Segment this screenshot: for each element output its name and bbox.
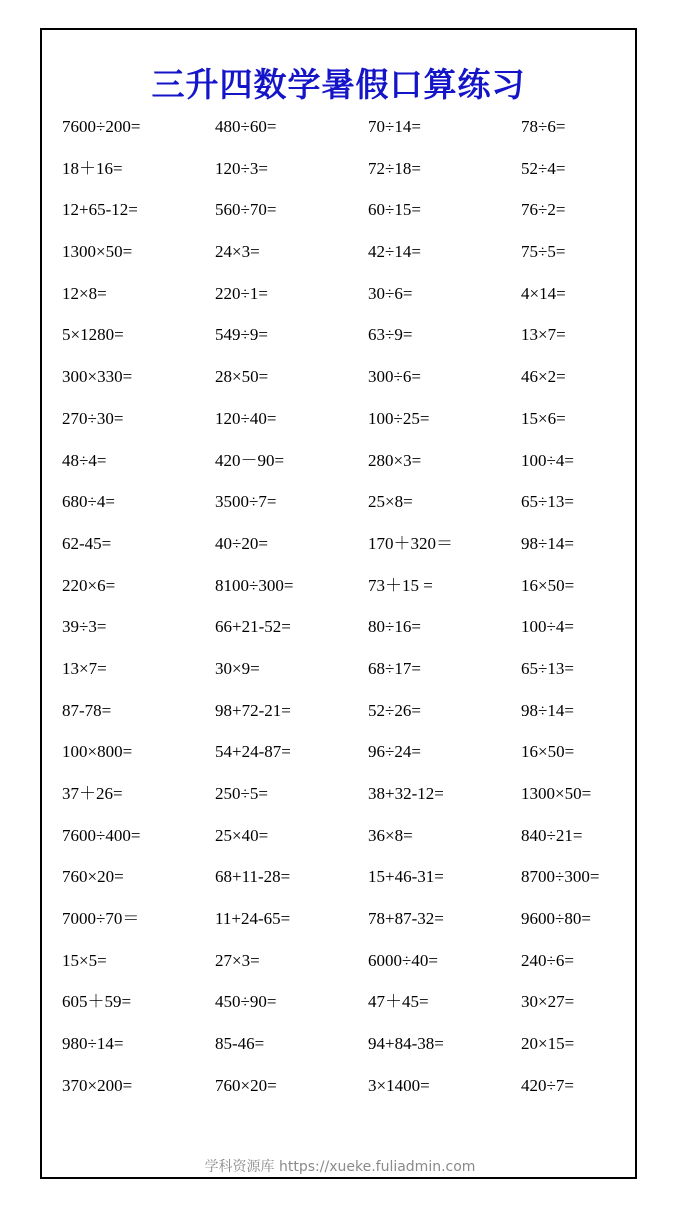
problem-row bbox=[62, 157, 637, 199]
problem-row bbox=[62, 198, 637, 240]
problem-row bbox=[62, 449, 637, 491]
problem-item: 4×14= bbox=[521, 283, 566, 303]
problem-item: 760×20= bbox=[62, 867, 124, 887]
problem-row bbox=[62, 824, 637, 866]
problem-item: 94+84-38= bbox=[368, 1034, 444, 1054]
problem-item: 52÷26= bbox=[368, 700, 421, 720]
problem-row bbox=[62, 782, 637, 824]
problem-item: 12×8= bbox=[62, 283, 107, 303]
problem-item: 8700÷300= bbox=[521, 867, 600, 887]
problem-item: 80÷16= bbox=[368, 617, 421, 637]
problem-row bbox=[62, 949, 637, 991]
problem-item: 76÷2= bbox=[521, 200, 566, 220]
problem-item: 25×8= bbox=[368, 492, 413, 512]
problem-item: 65÷13= bbox=[521, 658, 574, 678]
problem-item: 48÷4= bbox=[62, 450, 107, 470]
problem-item: 280×3= bbox=[368, 450, 422, 470]
problem-item: 6000÷40= bbox=[368, 950, 438, 970]
problem-row bbox=[62, 282, 637, 324]
problem-item: 38+32-12= bbox=[368, 784, 444, 803]
problem-item: 100÷25= bbox=[368, 408, 430, 428]
problem-item: 85-46= bbox=[215, 1034, 265, 1054]
problem-row bbox=[62, 1074, 637, 1116]
problem-item: 65÷13= bbox=[521, 492, 574, 512]
problem-item: 63÷9= bbox=[368, 325, 413, 345]
problem-item: 220×6= bbox=[62, 575, 116, 595]
problem-item: 30×27= bbox=[521, 992, 575, 1012]
problem-item: 8100÷300= bbox=[215, 575, 294, 595]
problem-row bbox=[62, 574, 637, 616]
footer-watermark: 学科资源库 https://xueke.fuliadmin.com bbox=[204, 1159, 476, 1175]
problem-item: 11+24-65= bbox=[215, 909, 291, 929]
problem-item: 30÷6= bbox=[368, 283, 413, 303]
problem-item: 170＋320＝ bbox=[368, 533, 453, 553]
problem-item: 68+11-28= bbox=[215, 867, 291, 887]
problem-row bbox=[62, 907, 637, 949]
problem-item: 120÷3= bbox=[215, 158, 268, 178]
problem-row bbox=[62, 407, 637, 449]
problem-item: 16×50= bbox=[521, 742, 575, 762]
problem-item: 52÷4= bbox=[521, 158, 566, 178]
problem-item: 120÷40= bbox=[215, 408, 277, 428]
problem-item: 1300×50= bbox=[521, 784, 592, 803]
problem-item: 98+72-21= bbox=[215, 700, 291, 720]
problem-item: 7000÷70＝ bbox=[62, 909, 140, 929]
problem-item: 3500÷7= bbox=[215, 492, 277, 512]
problem-row bbox=[62, 699, 637, 741]
problem-item: 240÷6= bbox=[521, 950, 574, 970]
problem-item: 24×3= bbox=[215, 242, 260, 262]
problem-row bbox=[62, 365, 637, 407]
problem-item: 450÷90= bbox=[215, 992, 277, 1012]
problem-row bbox=[62, 1032, 637, 1074]
problem-item: 20×15= bbox=[521, 1034, 575, 1054]
problem-item: 13×7= bbox=[521, 325, 566, 345]
problem-item: 60÷15= bbox=[368, 200, 421, 220]
problem-item: 100×800= bbox=[62, 742, 133, 762]
problem-item: 46×2= bbox=[521, 367, 566, 387]
problem-item: 980÷14= bbox=[62, 1034, 124, 1054]
problem-item: 54+24-87= bbox=[215, 742, 291, 762]
problem-row bbox=[62, 240, 637, 282]
problem-item: 62-45= bbox=[62, 533, 112, 553]
problem-item: 9600÷80= bbox=[521, 909, 591, 929]
problem-row bbox=[62, 323, 637, 365]
problem-item: 47＋45= bbox=[368, 992, 429, 1012]
problem-item: 100÷4= bbox=[521, 450, 574, 470]
problem-item: 78+87-32= bbox=[368, 909, 444, 929]
problem-item: 25×40= bbox=[215, 825, 269, 845]
problem-item: 420－90= bbox=[215, 450, 285, 470]
problem-item: 7600÷400= bbox=[62, 825, 141, 845]
problem-item: 27×3= bbox=[215, 950, 260, 970]
problem-item: 760×20= bbox=[215, 1075, 277, 1095]
problem-item: 250÷5= bbox=[215, 784, 268, 803]
problem-row bbox=[62, 615, 637, 657]
problem-item: 420÷7= bbox=[521, 1075, 574, 1095]
problem-item: 15+46-31= bbox=[368, 867, 444, 887]
problem-item: 15×6= bbox=[521, 408, 566, 428]
problem-item: 15×5= bbox=[62, 950, 107, 970]
problem-item: 96÷24= bbox=[368, 742, 421, 762]
problem-item: 560÷70= bbox=[215, 200, 277, 220]
problem-item: 300×330= bbox=[62, 367, 133, 387]
problem-item: 16×50= bbox=[521, 575, 575, 595]
problem-item: 300÷6= bbox=[368, 367, 421, 387]
problem-item: 270÷30= bbox=[62, 408, 124, 428]
problem-item: 40÷20= bbox=[215, 533, 268, 553]
problem-item: 5×1280= bbox=[62, 325, 124, 345]
problem-item: 73＋15 = bbox=[368, 575, 433, 595]
problem-row bbox=[62, 865, 637, 907]
problem-item: 28×50= bbox=[215, 367, 269, 387]
problem-item: 7600÷200= bbox=[62, 117, 141, 136]
problem-item: 39÷3= bbox=[62, 617, 107, 637]
problem-row bbox=[62, 657, 637, 699]
problem-row bbox=[62, 115, 637, 157]
problem-item: 1300×50= bbox=[62, 242, 133, 262]
problem-item: 605＋59= bbox=[62, 992, 132, 1012]
problem-grid bbox=[62, 115, 637, 1116]
worksheet-title: 三升四数学暑假口算练习 bbox=[151, 65, 526, 104]
problem-item: 18＋16= bbox=[62, 158, 123, 178]
problem-item: 549÷9= bbox=[215, 325, 268, 345]
problem-row bbox=[62, 740, 637, 782]
problem-item: 75÷5= bbox=[521, 242, 566, 262]
problem-item: 13×7= bbox=[62, 658, 107, 678]
problem-item: 840÷21= bbox=[521, 825, 583, 845]
problem-item: 100÷4= bbox=[521, 617, 574, 637]
problem-row bbox=[62, 532, 637, 574]
problem-item: 98÷14= bbox=[521, 700, 574, 720]
problem-item: 220÷1= bbox=[215, 283, 268, 303]
worksheet-border bbox=[40, 28, 637, 1179]
problem-item: 42÷14= bbox=[368, 242, 421, 262]
problem-item: 30×9= bbox=[215, 658, 260, 678]
problem-item: 12+65-12= bbox=[62, 200, 138, 220]
problem-item: 68÷17= bbox=[368, 658, 421, 678]
problem-item: 98÷14= bbox=[521, 533, 574, 553]
problem-item: 37＋26= bbox=[62, 784, 123, 803]
problem-row bbox=[62, 990, 637, 1032]
problem-item: 87-78= bbox=[62, 700, 112, 720]
problem-row bbox=[62, 490, 637, 532]
problem-item: 680÷4= bbox=[62, 492, 115, 512]
problem-item: 36×8= bbox=[368, 825, 413, 845]
problem-item: 70÷14= bbox=[368, 117, 421, 136]
problem-item: 480÷60= bbox=[215, 117, 277, 136]
problem-item: 78÷6= bbox=[521, 117, 566, 136]
problem-item: 3×1400= bbox=[368, 1075, 430, 1095]
problem-item: 370×200= bbox=[62, 1075, 133, 1095]
problem-item: 72÷18= bbox=[368, 158, 421, 178]
problem-item: 66+21-52= bbox=[215, 617, 291, 637]
